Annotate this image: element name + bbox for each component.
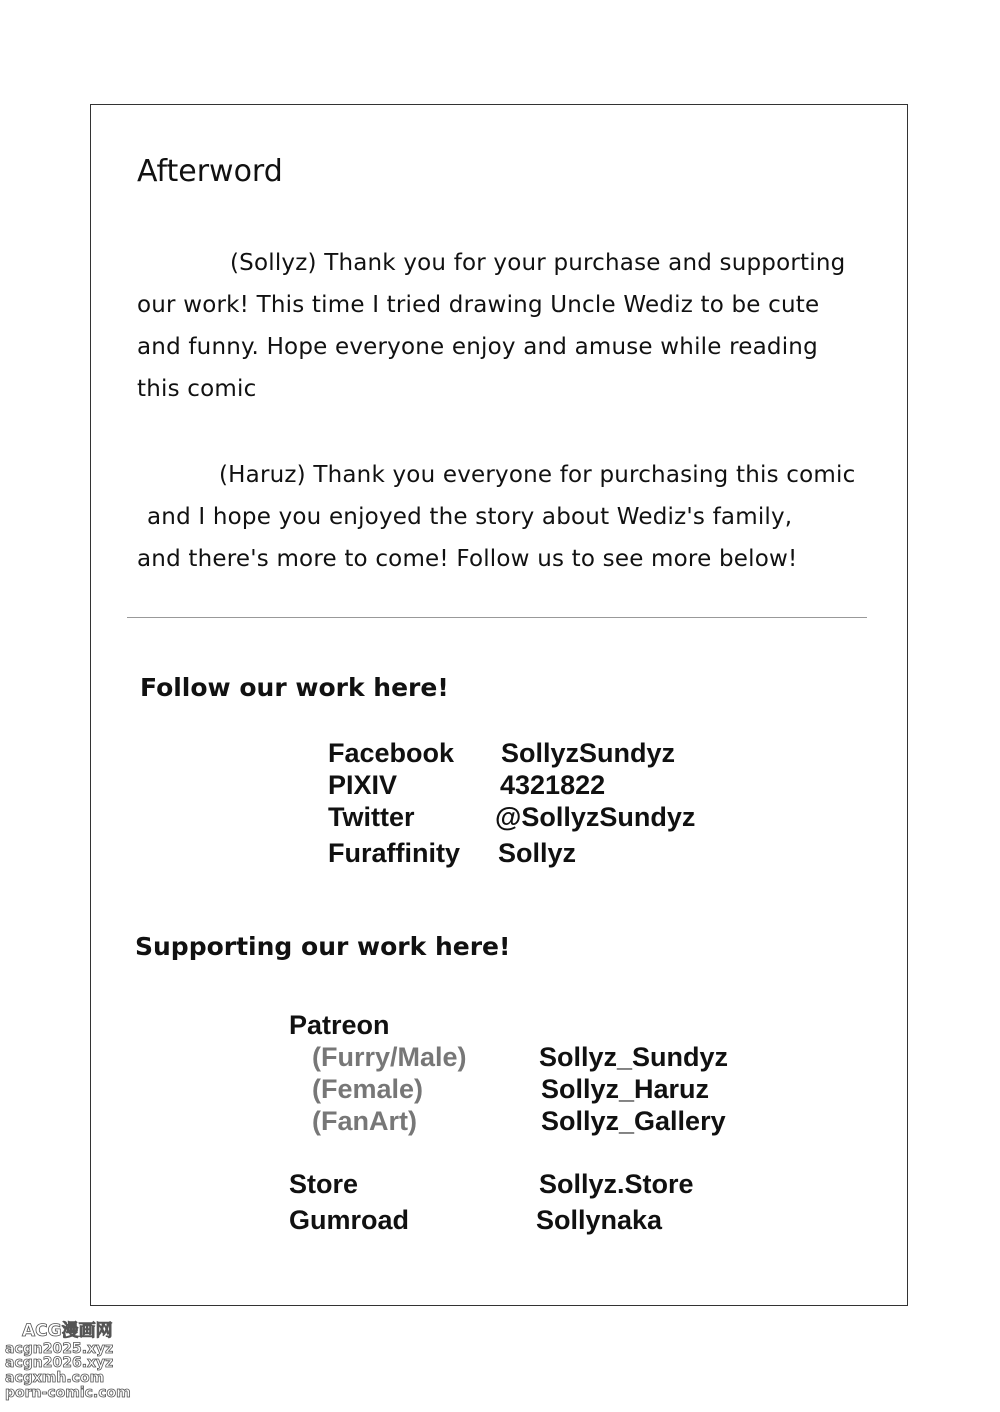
sollyz-line-1: (Sollyz) Thank you for your purchase and supporting <box>230 250 846 276</box>
gumroad-label: Gumroad <box>289 1205 410 1235</box>
watermark-line-1: ACG漫画网 <box>22 1321 113 1341</box>
twitter-label: Twitter <box>328 802 415 832</box>
patreon-label: Patreon <box>289 1010 390 1040</box>
afterword-title: Afterword <box>137 154 283 189</box>
patreon-handle-gallery[interactable]: Sollyz_Gallery <box>541 1106 726 1136</box>
sollyz-line-4: this comic <box>137 376 257 402</box>
pixiv-handle[interactable]: 4321822 <box>500 770 606 800</box>
watermark-line-3: acgn2026.xyz <box>5 1355 114 1371</box>
support-heading: Supporting our work here! <box>135 932 511 961</box>
pixiv-label: PIXIV <box>328 770 398 800</box>
sollyz-line-3: and funny. Hope everyone enjoy and amuse while reading <box>137 334 818 360</box>
patreon-handle-sundyz[interactable]: Sollyz_Sundyz <box>539 1042 729 1072</box>
facebook-handle[interactable]: SollyzSundyz <box>501 738 676 768</box>
furaffinity-handle[interactable]: Sollyz <box>498 838 577 868</box>
patreon-category-female: (Female) <box>312 1074 424 1104</box>
haruz-line-3: and there's more to come! Follow us to see more below! <box>137 546 798 572</box>
patreon-category-fanart: (FanArt) <box>312 1106 417 1136</box>
watermark-line-5: porn-comic.com <box>5 1385 131 1401</box>
watermark-line-4: acgxmh.com <box>5 1370 105 1386</box>
patreon-handle-haruz[interactable]: Sollyz_Haruz <box>541 1074 710 1104</box>
patreon-category-furry: (Furry/Male) <box>312 1042 467 1072</box>
twitter-handle[interactable]: @SollyzSundyz <box>495 802 696 832</box>
gumroad-handle[interactable]: Sollynaka <box>536 1205 663 1235</box>
facebook-label: Facebook <box>328 738 455 768</box>
sollyz-line-2: our work! This time I tried drawing Uncle Wediz to be cute <box>137 292 820 318</box>
store-handle[interactable]: Sollyz.Store <box>539 1169 694 1199</box>
follow-heading: Follow our work here! <box>140 673 449 702</box>
watermark-line-2: acgn2025.xyz <box>5 1341 114 1357</box>
section-divider <box>127 617 867 618</box>
haruz-line-2: and I hope you enjoyed the story about Wediz's family, <box>147 504 793 530</box>
furaffinity-label: Furaffinity <box>328 838 460 868</box>
haruz-line-1: (Haruz) Thank you everyone for purchasing this comic <box>219 462 856 488</box>
store-label: Store <box>289 1169 359 1199</box>
